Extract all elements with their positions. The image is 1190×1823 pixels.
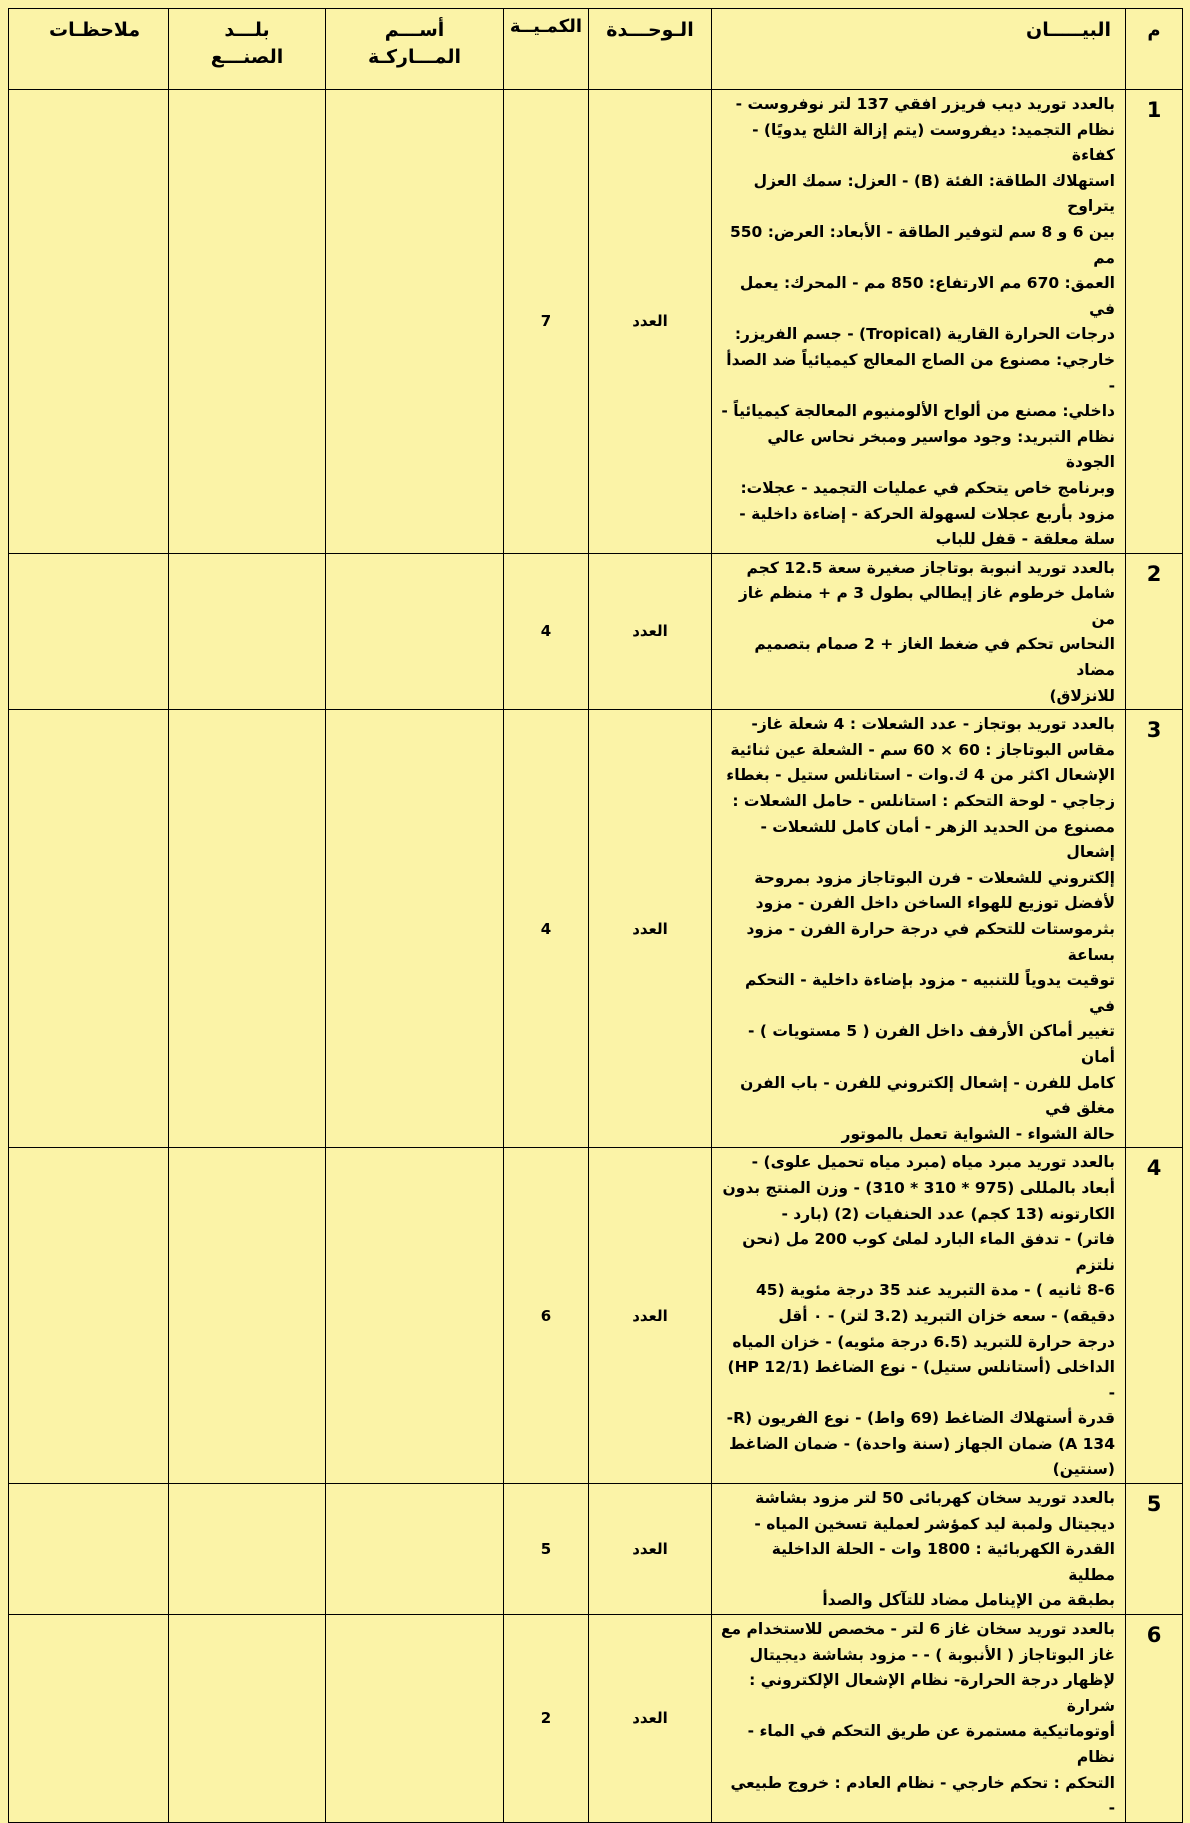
row-number: 4 bbox=[1126, 1148, 1183, 1484]
row-quantity: 4 bbox=[504, 553, 589, 710]
header-notes: ملاحظـات bbox=[9, 9, 169, 90]
row-number: 1 bbox=[1126, 90, 1183, 554]
header-num: م bbox=[1126, 9, 1183, 90]
row-number: 6 bbox=[1126, 1615, 1183, 1823]
row-notes bbox=[9, 710, 169, 1148]
row-origin bbox=[169, 1484, 326, 1615]
row-brand bbox=[326, 90, 504, 554]
header-description: البيـــــان bbox=[712, 9, 1126, 90]
row-brand bbox=[326, 1484, 504, 1615]
row-notes bbox=[9, 553, 169, 710]
row-description: بالعدد توريد ديب فريزر افقي 137 لتر نوفروست - نظام التجميد: ديفروست (يتم إزالة الثلج يدويًا) - كفاءة استهلاك الطاقة: الفئة (B) - العزل: سمك العزل يتراوح بين 6 و 8 سم لتوفير الطاقة - الأبعاد: العرض: 550 مم العمق: 670 مم الارتفاع: 850 مم - المحرك: يعمل في درجات الحرارة القارية (Tropical) - جسم الفريزر: خارجي: مصنوع من الصاج المعالج كيميائياً ضد الصدأ - داخلي: مصنع من ألواح الألومنيوم المعالجة كيميائياً - نظام التبريد: وجود مواسير ومبخر نحاس عالي الجودة وبرنامج خاص يتحكم في عمليات التجميد - عجلات: مزود بأربع عجلات لسهولة الحركة - إضاءة داخلية - سلة معلقة - قفل للباب bbox=[712, 90, 1126, 554]
row-brand bbox=[326, 1148, 504, 1484]
header-brand: أســـم المـــاركـة bbox=[326, 9, 504, 90]
row-brand bbox=[326, 710, 504, 1148]
table-row bbox=[9, 710, 1183, 1148]
row-number: 2 bbox=[1126, 553, 1183, 710]
row-unit: العدد bbox=[589, 1148, 712, 1484]
table-row bbox=[9, 1615, 1183, 1823]
row-quantity: 7 bbox=[504, 90, 589, 554]
header-unit: الـوحـــدة bbox=[589, 9, 712, 90]
table-row bbox=[9, 553, 1183, 710]
row-number: 5 bbox=[1126, 1484, 1183, 1615]
header-row bbox=[9, 9, 1183, 90]
row-description: بالعدد توريد سخان كهربائى 50 لتر مزود بشاشة ديجيتال ولمبة ليد كمؤشر لعملية تسخين المياه - القدرة الكهربائية : 1800 وات - الحلة الداخلية مطلية بطبقة من الإينامل مضاد للتآكل والصدأ bbox=[712, 1484, 1126, 1615]
row-notes bbox=[9, 1484, 169, 1615]
specs-table bbox=[8, 8, 1183, 1823]
row-origin bbox=[169, 90, 326, 554]
row-unit: العدد bbox=[589, 553, 712, 710]
row-notes bbox=[9, 1148, 169, 1484]
row-origin bbox=[169, 1615, 326, 1823]
table-row bbox=[9, 1148, 1183, 1484]
row-quantity: 2 bbox=[504, 1615, 589, 1823]
row-brand bbox=[326, 553, 504, 710]
row-brand bbox=[326, 1615, 504, 1823]
row-notes bbox=[9, 90, 169, 554]
row-description: بالعدد توريد انبوبة بوتاجاز صغيرة سعة 12.5 كجم شامل خرطوم غاز إيطالي بطول 3 م + منظم غاز من النحاس تحكم في ضغط الغاز + 2 صمام بتصميم مضاد للانزلاق) bbox=[712, 553, 1126, 710]
row-quantity: 5 bbox=[504, 1484, 589, 1615]
row-unit: العدد bbox=[589, 1615, 712, 1823]
row-unit: العدد bbox=[589, 1484, 712, 1615]
row-origin bbox=[169, 553, 326, 710]
table-row bbox=[9, 1484, 1183, 1615]
header-origin: بلـــد الصنـــع bbox=[169, 9, 326, 90]
row-unit: العدد bbox=[589, 710, 712, 1148]
row-origin bbox=[169, 1148, 326, 1484]
row-number: 3 bbox=[1126, 710, 1183, 1148]
row-notes bbox=[9, 1615, 169, 1823]
row-quantity: 4 bbox=[504, 710, 589, 1148]
row-quantity: 6 bbox=[504, 1148, 589, 1484]
row-unit: العدد bbox=[589, 90, 712, 554]
row-origin bbox=[169, 710, 326, 1148]
row-description: بالعدد توريد سخان غاز 6 لتر - مخصص للاستخدام مع غاز البوتاجاز ( الأنبوبة ) - - مزود بشاشة ديجيتال لإظهار درجة الحرارة- نظام الإشعال الإلكتروني : شرارة أوتوماتيكية مستمرة عن طريق التحكم في الماء - نظام التحكم : تحكم خارجي - نظام العادم : خروج طبيعي - bbox=[712, 1615, 1126, 1823]
table-row bbox=[9, 90, 1183, 554]
row-description: بالعدد توريد بوتجاز - عدد الشعلات : 4 شعلة غاز- مقاس البوتاجاز : 60 × 60 سم - الشعلة عين ثنائية الإشعال اكثر من 4 ك.وات - استانلس ستيل - بغطاء زجاجي - لوحة التحكم : استانلس - حامل الشعلات : مصنوع من الحديد الزهر - أمان كامل للشعلات - إشعال إلكتروني للشعلات - فرن البوتاجاز مزود بمروحة لأفضل توزيع للهواء الساخن داخل الفرن - مزود بثرموستات للتحكم في درجة حرارة الفرن - مزود بساعة توقيت يدوياً للتنبيه - مزود بإضاءة داخلية - التحكم في تغيير أماكن الأرفف داخل الفرن ( 5 مستويات ) - أمان كامل للفرن - إشعال إلكتروني للفرن - باب الفرن مغلق في حالة الشواء - الشواية تعمل بالموتور bbox=[712, 710, 1126, 1148]
row-description: بالعدد توريد مبرد مياه (مبرد مياه تحميل علوى) - أبعاد بالمللى (975 * 310 * 310) - وزن المنتج بدون الكارتونه (13 كجم) عدد الحنفيات (2) (بارد - فاتر) - تدفق الماء البارد لملئ كوب 200 مل (نحن نلتزم 8-6 ثانيه ) - مدة التبريد عند 35 درجة مئوية (45 دقيقه) - سعه خزان التبريد (3.2 لتر) - ٠ أقل درجة حرارة للتبريد (6.5 درجة مئويه) - خزان المياه الداخلى (أستانلس ستيل) - نوع الضاغط (HP 12/1) - قدرة أستهلاك الضاغط (69 واط) - نوع الفريون (R- 134 A) ضمان الجهاز (سنة واحدة) - ضمان الضاغط (سنتين) bbox=[712, 1148, 1126, 1484]
header-quantity: الكمـيــة bbox=[504, 9, 589, 90]
